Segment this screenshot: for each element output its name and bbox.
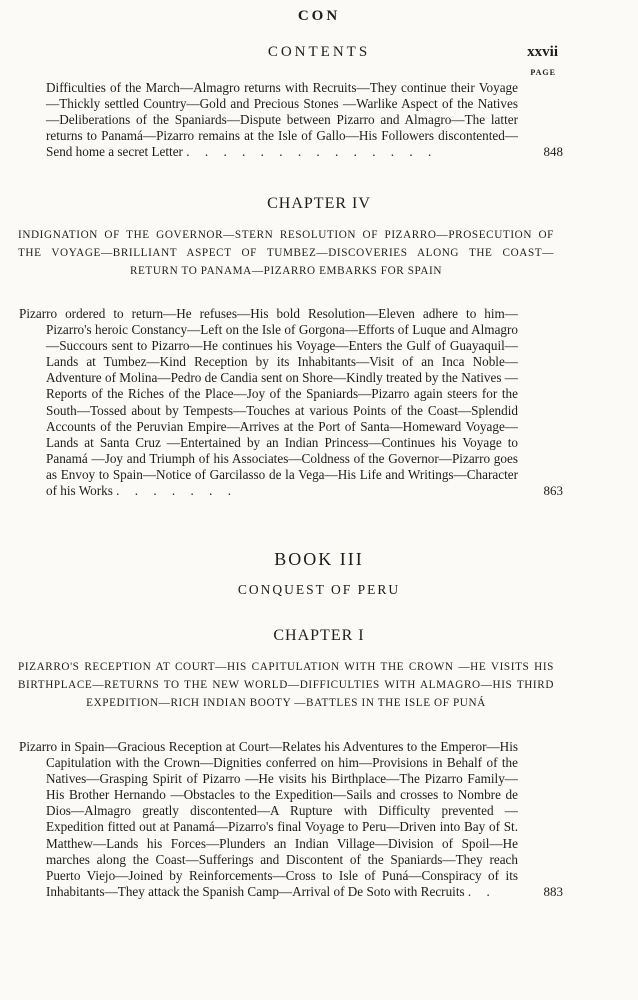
page-number: xxvii (527, 44, 558, 60)
toc-entry-continued (46, 80, 563, 160)
toc-entry-chapter-i (19, 739, 563, 900)
entry-page-number: 883 (543, 883, 563, 899)
entry-text: Difficulties of the March—Almagro returns with Recruits—They continue their Voyage—Thickly settled Country—Gold and Precious Stones —Warlike Aspect of the Natives—Deliberations of the Spaniards—Dispute between Pizarro and Almagro—The latter returns to Panamá—Pizarro remains at the Isle of Gallo—His Followers discontented—Send home a secret Letter (46, 80, 518, 160)
chapter-summary: INDIGNATION OF THE GOVERNOR—STERN RESOLUTION OF PIZARRO—PROSECUTION OF THE VOYAGE—BRILLIANT ASPECT OF TUMBEZ—DISCOVERIES ALONG THE COAST—RETURN TO PANAMA—PIZARRO EMBARKS FOR SPAIN (18, 229, 554, 278)
entry-text: Pizarro ordered to return—He refuses—His bold Resolution—Eleven adhere to him—Pizarro's heroic Constancy—Left on the Isle of Gorgona—Efforts of Luque and Almagro—Succours sent to Pizarro—He continues his Voyage—Enters the Gulf of Guayaquil—Lands at Tumbez—Kind Reception by its Inhabitants—Visit of an Inca Noble—Adventure of Molina—Pedro de Candia sent on Shore—Kindly treated by the Natives —Reports of the Riches of the Place—Joy of the Spaniards—Pizarro again steers for the South—Tossed about by Tempests—Touches at various Points of the Coast—Splendid Accounts of the Peruvian Empire—Arrives at the Port of Santa—Homeward Voyage—Lands at Santa Cruz —Entertained by an Indian Princess—Continues his Voyage to Panamá —Joy and Triumph of his Associates—Coldness of the Governor—Pizarro goes as Envoy to Spain—Notice of Garcilasso de la Vega—His Life and Writings—Character of his Works (19, 306, 518, 499)
chapter-heading: CHAPTER IV (267, 195, 371, 212)
page-title: CONTENTS (267, 44, 371, 60)
entry-page-number: 848 (543, 144, 563, 160)
dot-leaders: . . . . . . . (116, 483, 237, 499)
entry-page-number: 863 (543, 483, 563, 499)
toc-entry-chapter-iv (19, 306, 563, 499)
chapter-heading: CHAPTER I (273, 627, 365, 644)
book-heading: BOOK III (274, 549, 364, 569)
entry-text: Pizarro in Spain—Gracious Reception at Court—Relates his Adventures to the Emperor—His Capitulation with the Crown—Dignities conferred on him—Provisions in Behalf of the Natives—Grasping Spirit of Pizarro —He visits his Birthplace—The Pizarro Family—His Brother Hernando —Obstacles to the Expedition—Sails and crosses to Nombre de Dios—Almagro greatly discontented—A Rupture with Difficulty prevented —Expedition fitted out at Panamá—Pizarro's final Voyage to Peru—Driven into Bay of St. Matthew—Lands his Forces—Plunders an Indian Village—Division of Spoil—He marches along the Coast—Sufferings and Discontent of the Spaniards—They reach Puerto Viejo—Joined by Reinforcements—Cross to Isle of Puná—Conspiracy of its Inhabitants—They attack the Spanish Camp—Arrival of De Soto with Recruits (19, 739, 518, 899)
dot-leaders: . . . . . . . . . . . . . . (186, 144, 438, 160)
dot-leaders: . . (467, 883, 496, 899)
running-head: CON (297, 8, 341, 24)
book-subtitle: CONQUEST OF PERU (237, 582, 401, 597)
chapter-summary: PIZARRO'S RECEPTION AT COURT—HIS CAPITULATION WITH THE CROWN —HE VISITS HIS BIRTHPLACE—RETURNS TO THE NEW WORLD—DIFFICULTIES WITH ALMAGRO—HIS THIRD EXPEDITION—RICH INDIAN BOOTY —BATTLES IN THE ISLE OF PUNÁ (18, 661, 554, 710)
page-column-label: PAGE (530, 68, 556, 77)
